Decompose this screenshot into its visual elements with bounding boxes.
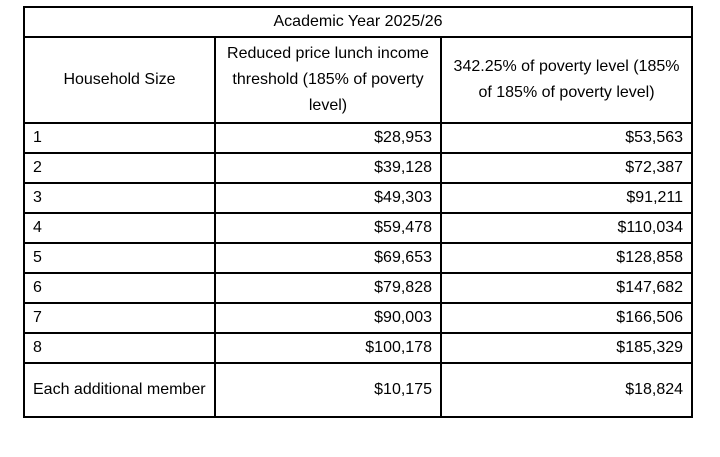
table-row — [24, 363, 692, 417]
income-threshold-table — [23, 6, 693, 418]
household-size-cell: 2 — [24, 153, 215, 183]
table-row — [24, 243, 692, 273]
poverty-342-cell: $18,824 — [441, 363, 692, 417]
reduced-price-threshold-cell: $100,178 — [215, 333, 441, 363]
poverty-342-cell: $110,034 — [441, 213, 692, 243]
household-size-cell: 8 — [24, 333, 215, 363]
household-size-cell: 4 — [24, 213, 215, 243]
reduced-price-threshold-cell: $79,828 — [215, 273, 441, 303]
household-size-cell: 3 — [24, 183, 215, 213]
table-title-row — [24, 7, 692, 37]
header-household-size: Household Size — [24, 37, 215, 123]
table-row — [24, 123, 692, 153]
household-size-cell: 5 — [24, 243, 215, 273]
household-size-cell: Each additional member — [24, 363, 215, 417]
reduced-price-threshold-cell: $69,653 — [215, 243, 441, 273]
table-header-row — [24, 37, 692, 123]
poverty-342-cell: $128,858 — [441, 243, 692, 273]
reduced-price-threshold-cell: $90,003 — [215, 303, 441, 333]
reduced-price-threshold-cell: $28,953 — [215, 123, 441, 153]
poverty-342-cell: $147,682 — [441, 273, 692, 303]
reduced-price-threshold-cell: $59,478 — [215, 213, 441, 243]
household-size-cell: 7 — [24, 303, 215, 333]
table-row — [24, 213, 692, 243]
poverty-342-cell: $72,387 — [441, 153, 692, 183]
poverty-342-cell: $91,211 — [441, 183, 692, 213]
reduced-price-threshold-cell: $49,303 — [215, 183, 441, 213]
table-row — [24, 183, 692, 213]
poverty-342-cell: $185,329 — [441, 333, 692, 363]
poverty-342-cell: $53,563 — [441, 123, 692, 153]
table-title: Academic Year 2025/26 — [24, 7, 692, 37]
reduced-price-threshold-cell: $10,175 — [215, 363, 441, 417]
household-size-cell: 1 — [24, 123, 215, 153]
table-row — [24, 273, 692, 303]
poverty-342-cell: $166,506 — [441, 303, 692, 333]
table-row — [24, 303, 692, 333]
reduced-price-threshold-cell: $39,128 — [215, 153, 441, 183]
header-reduced-price-threshold: Reduced price lunch income threshold (185% of poverty level) — [215, 37, 441, 123]
household-size-cell: 6 — [24, 273, 215, 303]
table-row — [24, 153, 692, 183]
table-row — [24, 333, 692, 363]
header-342-percent-poverty: 342.25% of poverty level (185% of 185% of poverty level) — [441, 37, 692, 123]
